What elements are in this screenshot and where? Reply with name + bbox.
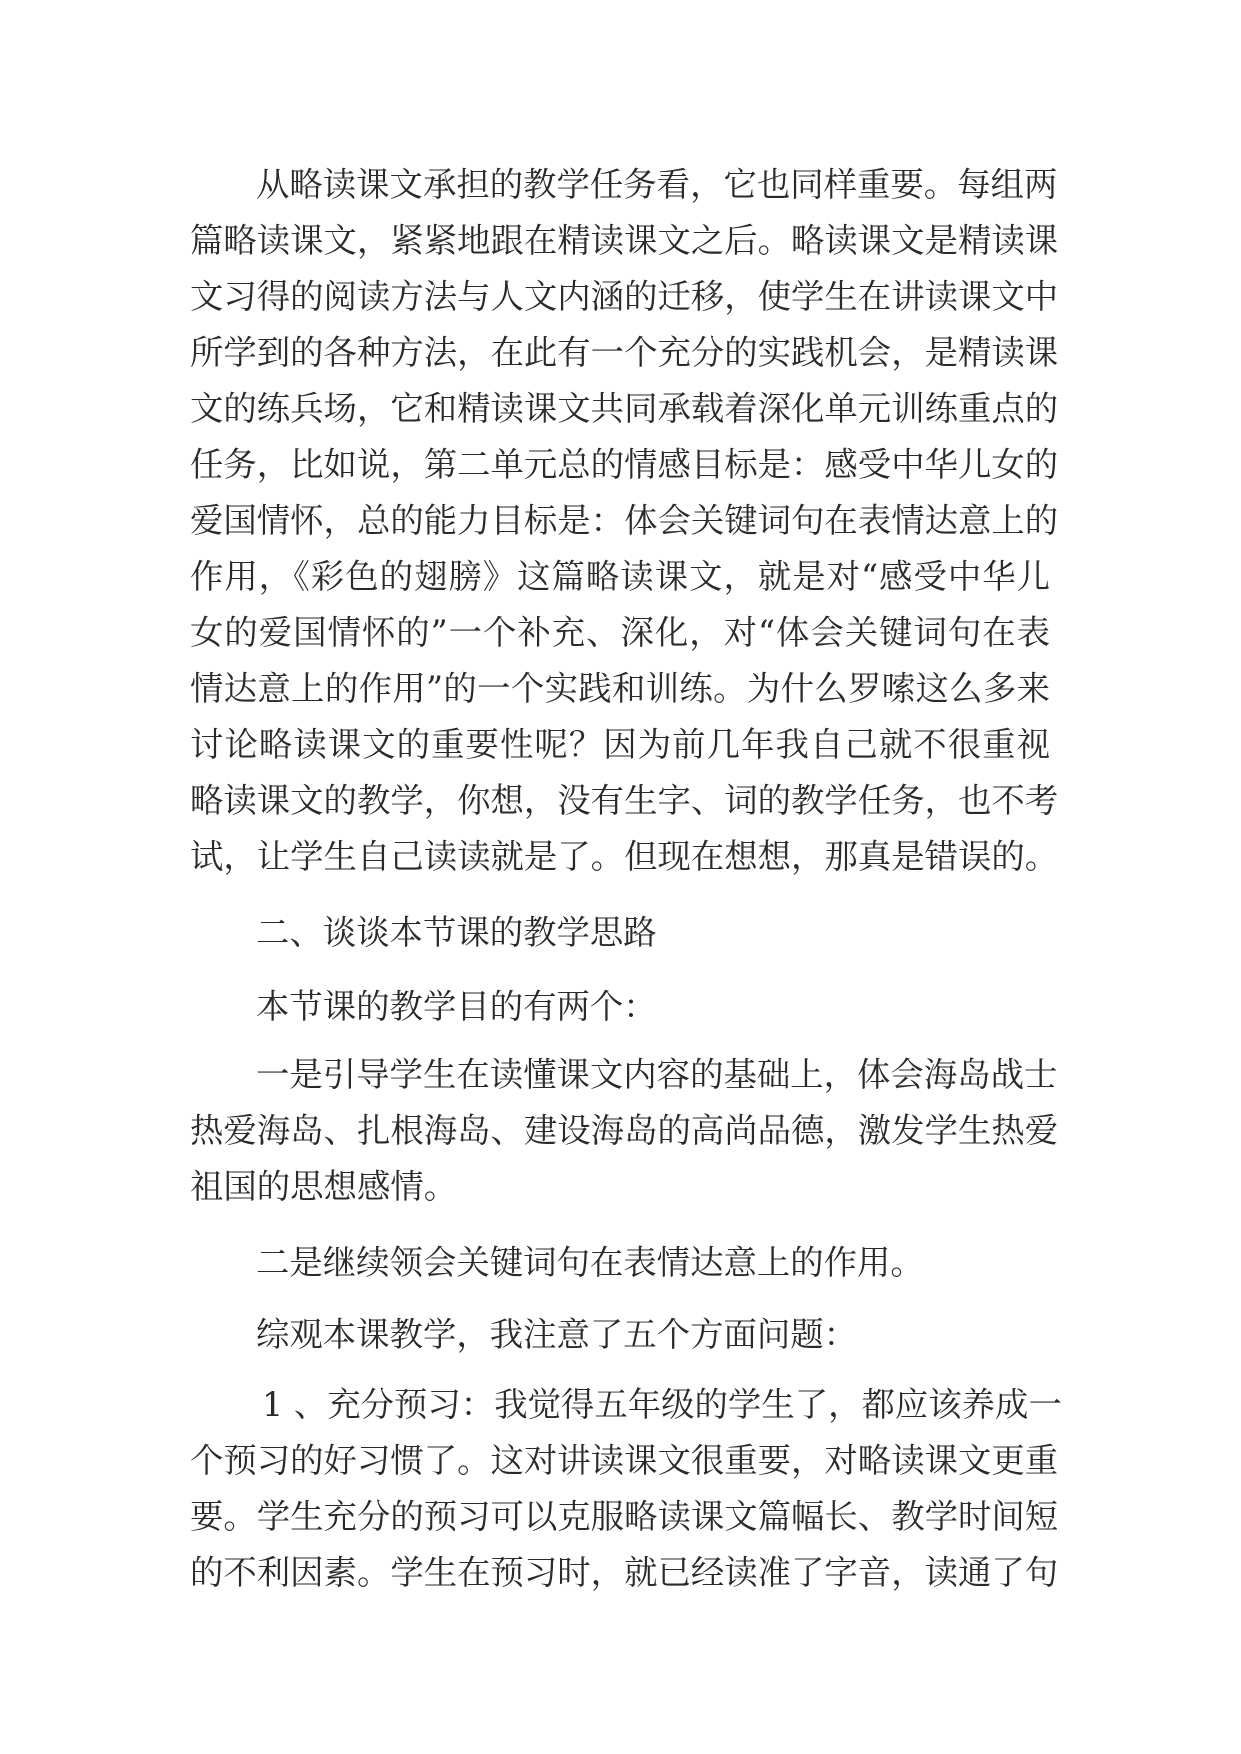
paragraph-line: 试，让学生自己读读就是了。但现在想想，那真是错误的。 — [190, 837, 1059, 876]
paragraph-line: 的不利因素。学生在预习时，就已经读准了字音，读通了句 — [190, 1553, 1059, 1592]
paragraph-line: 作用，《彩色的翅膀》这篇略读课文，就是对“感受中华儿 — [190, 557, 1050, 596]
paragraph-line: 1 、充分预习：我觉得五年级的学生了，都应该养成一 — [262, 1385, 1062, 1424]
paragraph-line: 任务，比如说，第二单元总的情感目标是：感受中华儿女的 — [190, 445, 1059, 484]
paragraph-line: 篇略读课文，紧紧地跟在精读课文之后。略读课文是精读课 — [190, 221, 1059, 260]
paragraph-line: 女的爱国情怀的”一个补充、深化，对“体会关键词句在表 — [190, 613, 1050, 652]
paragraph-line: 本节课的教学目的有两个： — [256, 987, 657, 1026]
paragraph-line: 热爱海岛、扎根海岛、建设海岛的高尚品德，激发学生热爱 — [190, 1111, 1059, 1150]
paragraph-line: 情达意上的作用”的一个实践和训练。为什么罗嗦这么多来 — [190, 669, 1050, 708]
paragraph-line: 文习得的阅读方法与人文内涵的迁移，使学生在讲读课文中 — [190, 277, 1059, 316]
paragraph-line: 二是继续领会关键词句在表情达意上的作用。 — [256, 1243, 924, 1282]
paragraph-line: 略读课文的教学，你想，没有生字、词的教学任务，也不考 — [190, 781, 1059, 820]
paragraph-line: 要。学生充分的预习可以克服略读课文篇幅长、教学时间短 — [190, 1497, 1059, 1536]
paragraph-line: 文的练兵场，它和精读课文共同承载着深化单元训练重点的 — [190, 389, 1059, 428]
paragraph-line: 一是引导学生在读懂课文内容的基础上，体会海岛战士 — [256, 1055, 1058, 1094]
paragraph-line: 讨论略读课文的重要性呢？因为前几年我自己就不很重视 — [190, 725, 1050, 764]
paragraph-line: 个预习的好习惯了。这对讲读课文很重要，对略读课文更重 — [190, 1441, 1059, 1480]
paragraph-line: 所学到的各种方法，在此有一个充分的实践机会，是精读课 — [190, 333, 1059, 372]
paragraph-line: 综观本课教学，我注意了五个方面问题： — [256, 1315, 858, 1354]
paragraph-line: 从略读课文承担的教学任务看，它也同样重要。每组两 — [256, 165, 1058, 204]
section-heading: 二、谈谈本节课的教学思路 — [256, 913, 657, 952]
paragraph-line: 爱国情怀，总的能力目标是：体会关键词句在表情达意上的 — [190, 501, 1059, 540]
paragraph-line: 祖国的思想感情。 — [190, 1167, 458, 1206]
